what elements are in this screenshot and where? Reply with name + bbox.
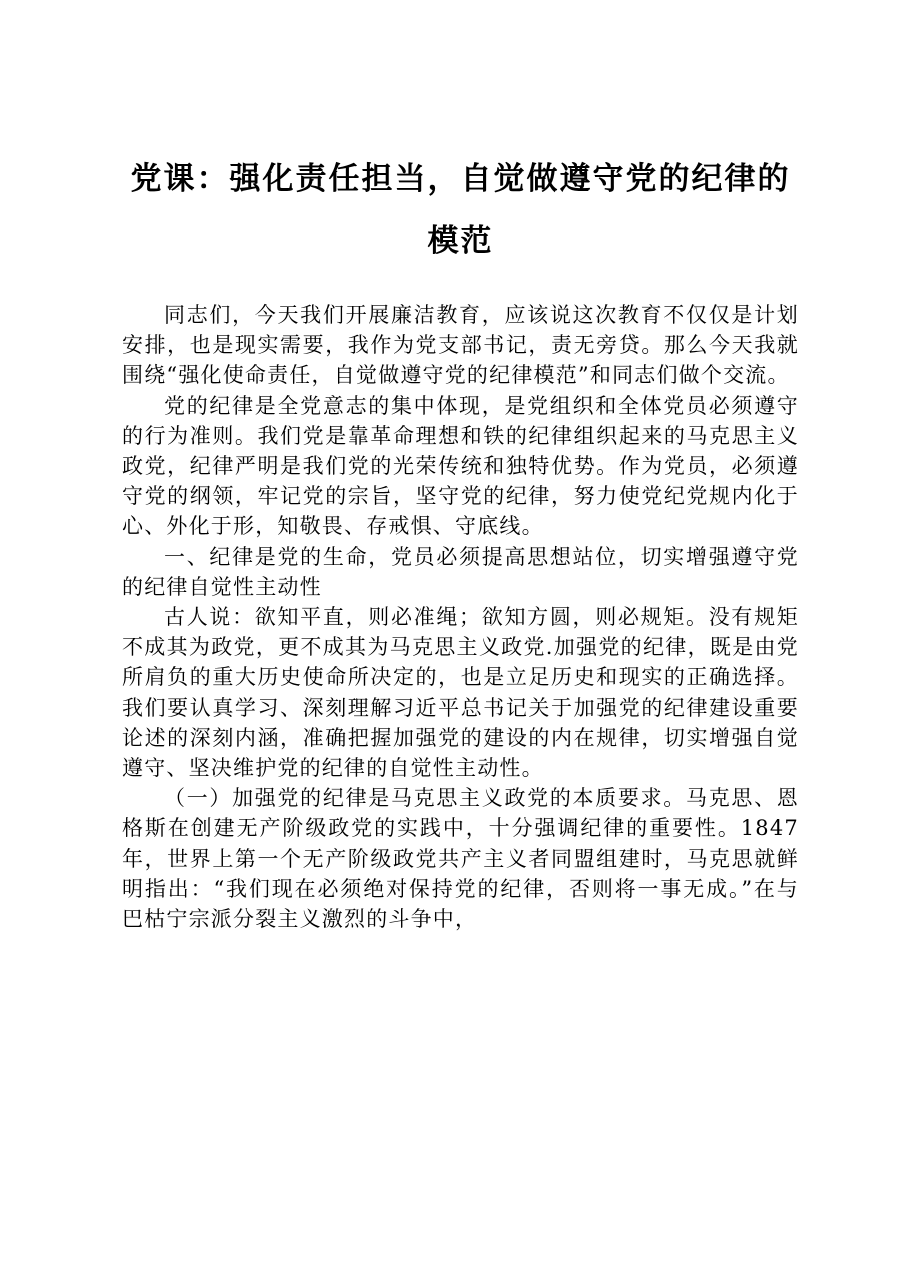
paragraph-marxism: （一）加强党的纪律是马克思主义政党的本质要求。马克思、恩格斯在创建无产阶级政党的实践中，十分强调纪律的重要性。1847年，世界上第一个无产阶级政党共产主义者同盟组建时，马克思就鲜明指出：“我们现在必须绝对保持党的纪律，否则将一事无成。”在与巴枯宁宗派分裂主义激烈的斗争中， bbox=[122, 786, 799, 932]
document-body bbox=[122, 300, 799, 934]
document-title: 党课：强化责任担当，自觉做遵守党的纪律的模范 bbox=[130, 161, 791, 259]
paragraph-rules: 古人说：欲知平直，则必准绳；欲知方圆，则必规矩。没有规矩不成其为政党，更不成其为马克思主义政党.加强党的纪律，既是由党所肩负的重大历史使命所决定的，也是立足历史和现实的正确选择。我们要认真学习、深刻理解习近平总书记关于加强党的纪律建设重要论述的深刻内涵，准确把握加强党的建设的内在规律，切实增强自觉遵守、坚决维护党的纪律的自觉性主动性。 bbox=[122, 605, 799, 781]
paragraph-discipline-overview: 党的纪律是全党意志的集中体现，是党组织和全体党员必须遵守的行为准则。我们党是靠革命理想和铁的纪律组织起来的马克思主义政党，纪律严明是我们党的光荣传统和独特优势。作为党员，必须遵守党的纲领，牢记党的宗旨，坚守党的纪律，努力使党纪党规内化于心、外化于形，知敬畏、存戒惧、守底线。 bbox=[122, 393, 799, 539]
paragraph-intro: 同志们，今天我们开展廉洁教育，应该说这次教育不仅仅是计划安排，也是现实需要，我作为党支部书记，责无旁贷。那么今天我就围绕“强化使命责任，自觉做遵守党的纪律模范”和同志们做个交流。 bbox=[122, 303, 799, 388]
section-heading-1: 一、纪律是党的生命，党员必须提高思想站位，切实增强遵守党的纪律自觉性主动性 bbox=[122, 544, 799, 599]
